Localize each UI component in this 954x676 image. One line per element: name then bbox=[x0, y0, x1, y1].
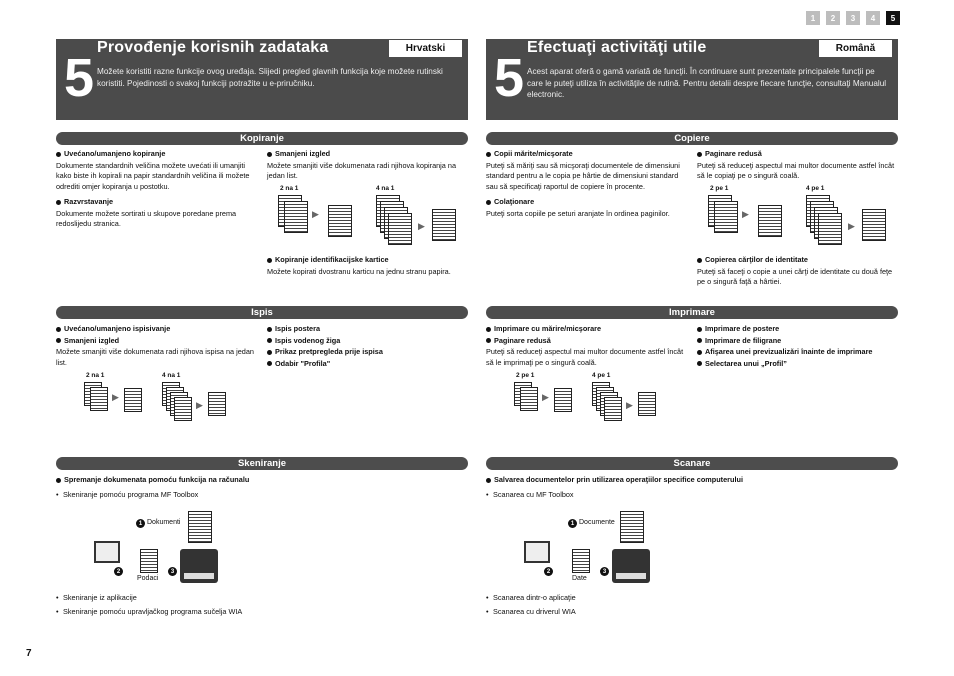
page-number: 7 bbox=[26, 648, 32, 659]
copy-text: Možete kopirati dvostranu karticu na jednu stranu papira. bbox=[267, 266, 451, 276]
document-icon bbox=[620, 511, 644, 543]
computer-icon bbox=[94, 541, 120, 563]
document-icon bbox=[862, 209, 886, 241]
print-heading: Afişarea unei previzualizări înainte de imprimare bbox=[705, 347, 873, 356]
scan-item: • Scanarea dintr-o aplicaţie bbox=[486, 593, 896, 604]
print-heading: Ispis postera bbox=[275, 324, 321, 333]
arrow-icon: ▶ bbox=[312, 209, 319, 219]
print-heading: Odabir "Profila" bbox=[275, 358, 331, 368]
print-heading: Selectarea unui „Profil” bbox=[705, 358, 787, 368]
document-icon bbox=[638, 392, 656, 416]
bullet-icon bbox=[486, 478, 491, 483]
intro-text: Možete koristiti razne funkcije ovog uređaja. Slijedi pregled glavnih funkcija koje možete rutinski koristiti. Pojedinosti o svakoj funkciji potražite u e-priručniku. bbox=[97, 67, 443, 88]
print-right-block bbox=[697, 324, 897, 370]
scan-item: • Skeniranje pomoću upravljačkog programa sučelja WIA bbox=[56, 607, 466, 618]
print-layout-figure bbox=[514, 372, 684, 432]
data-label: Date bbox=[572, 575, 587, 582]
figure-caption: 4 na 1 bbox=[376, 185, 395, 192]
bullet-icon bbox=[267, 258, 272, 263]
print-heading: Imprimare cu mărire/micşorare bbox=[494, 324, 602, 333]
print-left-block bbox=[56, 324, 256, 373]
scan-figure bbox=[506, 507, 706, 589]
romanian-column bbox=[486, 39, 898, 649]
copy-text: Puteţi să reduceţi aspectul mai multor documente astfel încât să le copiaţi pe o singură coală. bbox=[697, 160, 895, 180]
document-icon bbox=[90, 387, 108, 411]
bullet-icon bbox=[56, 338, 61, 343]
figure-caption: 2 na 1 bbox=[86, 372, 105, 379]
bullet-icon bbox=[56, 327, 61, 332]
arrow-icon: ▶ bbox=[848, 221, 855, 231]
step-number: 5 bbox=[64, 48, 95, 108]
bullet-icon bbox=[697, 338, 702, 343]
bullet-icon bbox=[56, 478, 61, 483]
scan-heading: Salvarea documentelor prin utilizarea operaţiilor specifice computerului bbox=[494, 475, 743, 484]
document-icon bbox=[432, 209, 456, 241]
scan-bar: Scanare bbox=[486, 457, 898, 470]
copy-heading: Copii mărite/micşorate bbox=[494, 149, 573, 158]
document-icon bbox=[174, 397, 192, 421]
step-2-icon: 2 bbox=[544, 567, 553, 576]
tab-5[interactable]: 5 bbox=[886, 11, 900, 25]
copy-bar: Kopiranje bbox=[56, 132, 468, 145]
bullet-icon bbox=[486, 152, 491, 157]
bullet-icon bbox=[56, 200, 61, 205]
bullet-icon bbox=[486, 327, 491, 332]
document-icon bbox=[554, 388, 572, 412]
arrow-icon: ▶ bbox=[196, 400, 203, 410]
figure-caption: 4 pe 1 bbox=[806, 185, 825, 192]
tab-3[interactable]: 3 bbox=[846, 11, 860, 25]
arrow-icon: ▶ bbox=[542, 392, 549, 402]
copy-left-block bbox=[486, 149, 688, 224]
copy-heading: Kopiranje identifikacijske kartice bbox=[275, 255, 389, 264]
print-heading: Paginare redusă bbox=[494, 335, 551, 345]
copy-text: Dokumente možete sortirati u skupove poredane prema redoslijedu stranica. bbox=[56, 208, 237, 228]
id-card-block bbox=[697, 255, 897, 293]
section-title: Provođenje korisnih zadataka bbox=[97, 39, 329, 56]
bullet-icon bbox=[267, 338, 272, 343]
print-bar: Ispis bbox=[56, 306, 468, 319]
scan-list bbox=[56, 593, 466, 620]
arrow-icon: ▶ bbox=[742, 209, 749, 219]
print-right-block bbox=[267, 324, 467, 370]
language-badge: Română bbox=[819, 40, 892, 57]
scan-item: • Scanarea cu driverul WIA bbox=[486, 607, 896, 618]
print-bar: Imprimare bbox=[486, 306, 898, 319]
tab-2[interactable]: 2 bbox=[826, 11, 840, 25]
croatian-column bbox=[56, 39, 468, 649]
scan-list bbox=[486, 593, 896, 620]
section-tabs bbox=[806, 11, 900, 25]
tab-4[interactable]: 4 bbox=[866, 11, 880, 25]
step-2-icon: 2 bbox=[114, 567, 123, 576]
reduced-layout-figure bbox=[278, 185, 468, 253]
document-icon bbox=[818, 213, 842, 245]
documents-label: Documente bbox=[579, 519, 615, 526]
copy-heading: Uvećano/umanjeno kopiranje bbox=[64, 149, 166, 158]
print-layout-figure bbox=[84, 372, 254, 432]
bullet-icon bbox=[267, 350, 272, 355]
bullet-icon bbox=[697, 327, 702, 332]
figure-caption: 4 na 1 bbox=[162, 372, 181, 379]
step-3-icon: 3 bbox=[168, 567, 177, 576]
language-badge: Hrvatski bbox=[389, 40, 462, 57]
copy-heading: Copierea cărţilor de identitate bbox=[705, 255, 808, 264]
copy-right-block bbox=[697, 149, 897, 187]
bullet-icon bbox=[56, 152, 61, 157]
copy-heading: Smanjeni izgled bbox=[275, 149, 331, 158]
document-icon bbox=[328, 205, 352, 237]
scan-item: • Skeniranje iz aplikacije bbox=[56, 593, 466, 604]
reduced-layout-figure bbox=[708, 185, 898, 253]
scan-item: • Skeniranje pomoću programa MF Toolbox bbox=[56, 490, 466, 501]
copy-left-block bbox=[56, 149, 256, 235]
romanian-header bbox=[486, 39, 898, 120]
print-text: Puteţi să reduceţi aspectul mai multor documente astfel încât să le imprimaţi pe o singură coală. bbox=[486, 347, 684, 367]
bullet-icon bbox=[697, 152, 702, 157]
document-icon bbox=[388, 213, 412, 245]
data-label: Podaci bbox=[137, 575, 159, 582]
document-icon bbox=[188, 511, 212, 543]
bullet-icon bbox=[267, 152, 272, 157]
bullet-icon bbox=[697, 361, 702, 366]
print-heading: Imprimare de postere bbox=[705, 324, 780, 333]
figure-caption: 2 pe 1 bbox=[516, 372, 535, 379]
step-number: 5 bbox=[494, 48, 525, 108]
document-icon bbox=[604, 397, 622, 421]
step-3-icon: 3 bbox=[600, 567, 609, 576]
figure-caption: 2 pe 1 bbox=[710, 185, 729, 192]
computer-icon bbox=[524, 541, 550, 563]
figure-caption: 2 na 1 bbox=[280, 185, 299, 192]
scan-item: • Scanarea cu MF Toolbox bbox=[486, 490, 896, 501]
document-icon bbox=[284, 201, 308, 233]
copy-text: Dokumente standardnih veličina možete uvećati ili umanjiti kako biste ih kopirali na papir standardnih veličina ili možete odrediti omjer kopiranja u postotku. bbox=[56, 160, 250, 191]
arrow-icon: ▶ bbox=[112, 392, 119, 402]
print-heading: Ispis vodenog žiga bbox=[275, 335, 341, 345]
copy-text: Puteţi sorta copiile pe seturi aranjate în ordinea paginilor. bbox=[486, 208, 670, 218]
bullet-icon bbox=[697, 258, 702, 263]
print-heading: Uvećano/umanjeno ispisivanje bbox=[64, 324, 171, 333]
section-title: Efectuaţi activităţi utile bbox=[527, 39, 707, 56]
scan-bar: Skeniranje bbox=[56, 457, 468, 470]
arrow-icon: ▶ bbox=[418, 221, 425, 231]
figure-caption: 4 pe 1 bbox=[592, 372, 611, 379]
bullet-icon bbox=[697, 350, 702, 355]
copy-text: Puteţi să măriţi sau să micşoraţi documentele de dimensiuni standard pentru a le copia pe hârtie de dimensiuni standard sau să specificaţi raportul de copiere în procente. bbox=[486, 160, 680, 191]
step-1-icon: 1 bbox=[568, 519, 577, 528]
scan-heading: Spremanje dokumenata pomoću funkcija na računalu bbox=[64, 475, 250, 484]
printer-icon bbox=[180, 549, 218, 583]
bullet-icon bbox=[486, 200, 491, 205]
documents-label: Dokumenti bbox=[147, 519, 181, 526]
document-icon bbox=[208, 392, 226, 416]
copy-text: Puteţi să faceţi o copie a unei cărţi de identitate cu două feţe pe o singură faţă a hârtiei. bbox=[697, 266, 893, 286]
data-icon bbox=[572, 549, 590, 573]
print-heading: Smanjeni izgled bbox=[64, 335, 120, 345]
bullet-icon bbox=[267, 327, 272, 332]
intro-text: Acest aparat oferă o gamă variată de funcţii. În continuare sunt prezentate principalele funcţii pe care le puteţi utiliza în activităţile de rutină. Pentru detalii despre fiecare funcţie, consultaţi Manualul electronic. bbox=[527, 67, 887, 99]
bullet-icon bbox=[267, 361, 272, 366]
scan-block bbox=[486, 475, 896, 503]
document-icon bbox=[758, 205, 782, 237]
croatian-header bbox=[56, 39, 468, 120]
copy-bar: Copiere bbox=[486, 132, 898, 145]
step-1-icon: 1 bbox=[136, 519, 145, 528]
print-text: Možete smanjiti više dokumenata radi njihova ispisa na jedan list. bbox=[56, 347, 254, 367]
arrow-icon: ▶ bbox=[626, 400, 633, 410]
copy-right-block bbox=[267, 149, 467, 187]
copy-heading: Colaţionare bbox=[494, 197, 535, 206]
print-heading: Imprimare de filigrane bbox=[705, 335, 782, 345]
tab-1[interactable]: 1 bbox=[806, 11, 820, 25]
copy-text: Možete smanjiti više dokumenata radi njihova kopiranja na jedan list. bbox=[267, 160, 457, 180]
id-card-block bbox=[267, 255, 467, 282]
document-icon bbox=[714, 201, 738, 233]
print-heading: Prikaz pretpregleda prije ispisa bbox=[275, 347, 383, 356]
copy-heading: Razvrstavanje bbox=[64, 197, 114, 206]
document-icon bbox=[124, 388, 142, 412]
copy-heading: Paginare redusă bbox=[705, 149, 762, 158]
printer-icon bbox=[612, 549, 650, 583]
data-icon bbox=[140, 549, 158, 573]
print-left-block bbox=[486, 324, 686, 373]
scan-figure bbox=[76, 507, 276, 589]
scan-block bbox=[56, 475, 466, 503]
document-icon bbox=[520, 387, 538, 411]
bullet-icon bbox=[486, 338, 491, 343]
